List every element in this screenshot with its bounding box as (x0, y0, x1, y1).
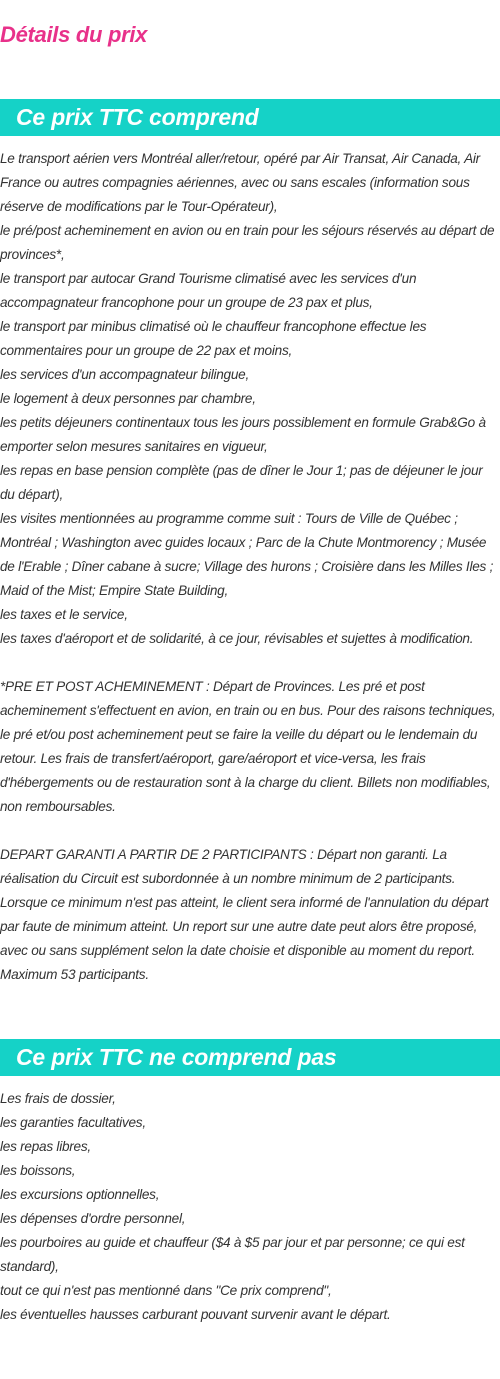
included-item: les petits déjeuners continentaux tous les jours possiblement en formule Grab&Go à emporter selon mesures sanitaires en vigueur, (0, 415, 486, 454)
excluded-item: les excursions optionnelles, (0, 1187, 160, 1202)
spacer (0, 651, 500, 675)
excluded-item: les dépenses d'ordre personnel, (0, 1211, 186, 1226)
included-item: le pré/post acheminement en avion ou en train pour les séjours réservés au départ de provinces*, (0, 223, 495, 262)
included-item: Le transport aérien vers Montréal aller/retour, opéré par Air Transat, Air Canada, Air France ou autres compagnies aériennes, avec ou sans escales (information sous réserve de modifications par le Tour-Opérateur), (0, 151, 480, 214)
included-list (0, 136, 500, 987)
guaranteed-departure-note: DEPART GARANTI A PARTIR DE 2 PARTICIPANTS : Départ non garanti. La réalisation du Circuit est subordonnée à un nombre minimum de 2 participants. Lorsque ce minimum n'est pas atteint, le client sera informé de l'annulation du départ par faute de minimum atteint. Un report sur une autre date peut alors être proposé, avec ou sans supplément selon la date choisie et disponible au moment du report. Maximum 53 participants. (0, 847, 489, 982)
excluded-item: les éventuelles hausses carburant pouvant survenir avant le départ. (0, 1307, 391, 1322)
included-item: les taxes d'aéroport et de solidarité, à ce jour, révisables et sujettes à modification. (0, 631, 474, 646)
included-item: les taxes et le service, (0, 607, 128, 622)
excluded-item: les repas libres, (0, 1139, 91, 1154)
excluded-item: Les frais de dossier, (0, 1091, 116, 1106)
excluded-item: les garanties facultatives, (0, 1115, 146, 1130)
included-item: le transport par autocar Grand Tourisme climatisé avec les services d'un accompagnateur francophone pour un groupe de 23 pax et plus, (0, 271, 417, 310)
included-item: le logement à deux personnes par chambre, (0, 391, 256, 406)
excluded-item: tout ce qui n'est pas mentionné dans "Ce prix comprend", (0, 1283, 332, 1298)
page-title: Détails du prix (0, 22, 148, 47)
spacer (0, 819, 500, 843)
included-item: le transport par minibus climatisé où le chauffeur francophone effectue les commentaires pour un groupe de 22 pax et moins, (0, 319, 427, 358)
excluded-list (0, 1076, 500, 1327)
included-item: les services d'un accompagnateur bilingue, (0, 367, 250, 382)
pre-post-acheminement-note: *PRE ET POST ACHEMINEMENT : Départ de Provinces. Les pré et post acheminement s'effectuent en avion, en train ou en bus. Pour des raisons techniques, le pré et/ou post acheminement peut se faire la veille du départ ou le lendemain du retour. Les frais de transfert/aéroport, gare/aéroport et vice-versa, les frais d'hébergements ou de restauration sont à la charge du client. Billets non modifiables, non remboursables. (0, 679, 496, 814)
excluded-section-header: Ce prix TTC ne comprend pas (0, 1039, 500, 1076)
excluded-item: les pourboires au guide et chauffeur ($4 à $5 par jour et par personne; ce qui est standard), (0, 1235, 465, 1274)
excluded-item: les boissons, (0, 1163, 76, 1178)
included-item: les repas en base pension complète (pas de dîner le Jour 1; pas de déjeuner le jour du départ), (0, 463, 483, 502)
included-item: les visites mentionnées au programme comme suit : Tours de Ville de Québec ; Montréal ; Washington avec guides locaux ; Parc de la Chute Montmorency ; Musée de l'Erable ; Dîner cabane à sucre; Village des hurons ; Croisière dans les Milles Iles ; Maid of the Mist; Empire State Building, (0, 511, 494, 598)
included-section-header: Ce prix TTC comprend (0, 99, 500, 136)
